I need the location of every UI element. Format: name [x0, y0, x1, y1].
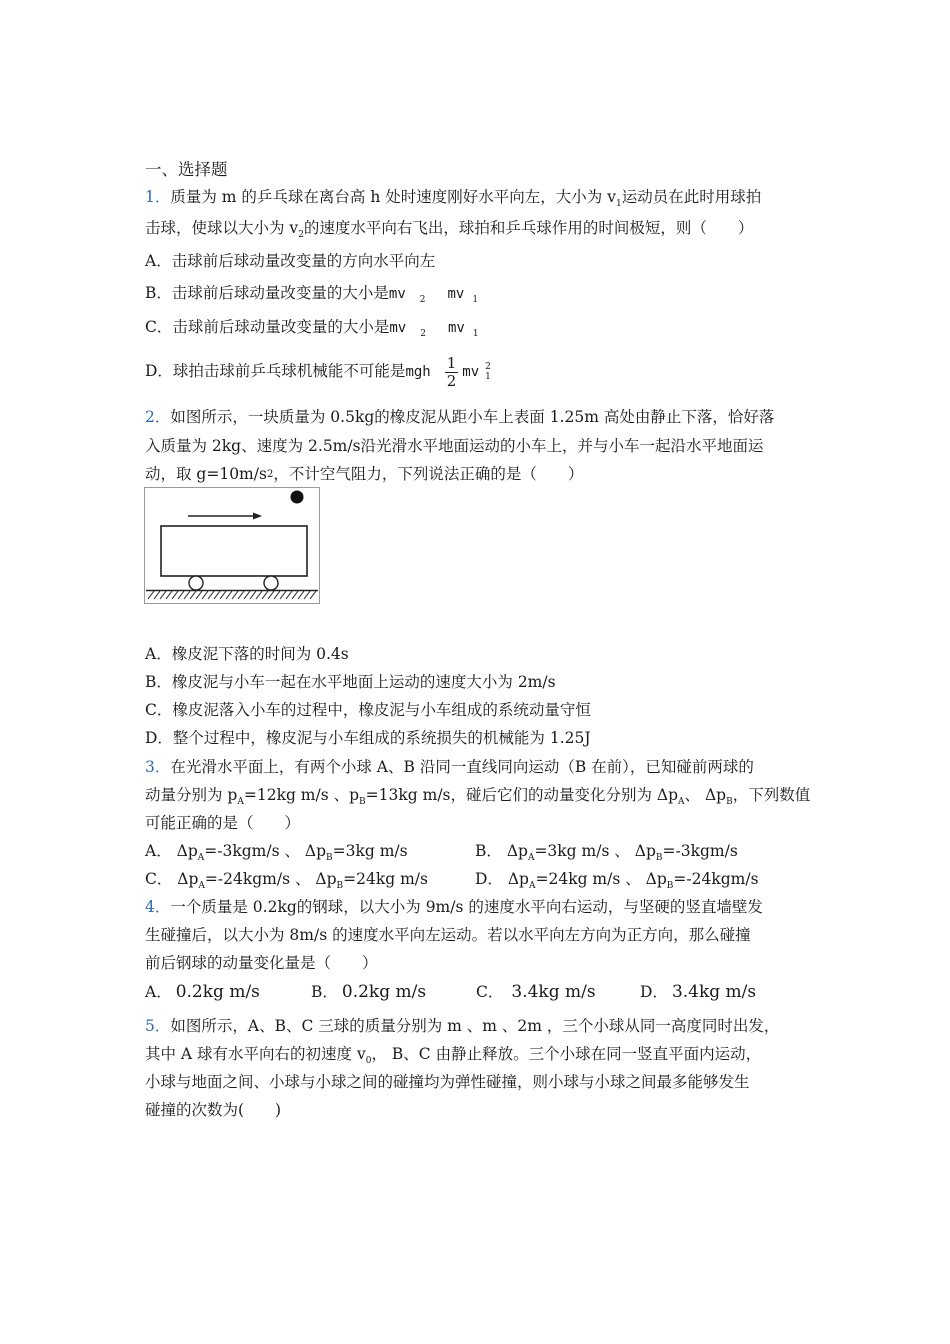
q2-option-b: B．橡皮泥与小车一起在水平地面上运动的速度大小为 2m/s [145, 673, 556, 691]
q5-number: 5． [145, 1017, 171, 1035]
q3-opt-text: =-24kgm/s [673, 870, 759, 888]
q1-option-a: A．击球前后球动量改变量的方向水平向左 [145, 252, 436, 270]
q4-option-d [640, 982, 756, 1002]
option-value: 0.2kg m/s [341, 982, 427, 1002]
q2-option-a: A．橡皮泥下落的时间为 0.4s [145, 645, 349, 663]
q3-text: =12kg m/s 、p [243, 786, 360, 804]
q4-option-a [145, 982, 260, 1002]
q5-text: 其中 A 球有水平向右的初速度 v [145, 1045, 366, 1063]
q3-text: 动量分别为 p [145, 786, 238, 804]
q3-sub: A [198, 881, 205, 891]
formula: mgh [405, 364, 431, 380]
q3-sub: A [527, 853, 535, 863]
q1-sub: 1 [615, 199, 622, 209]
q2-line-2: 入质量为 2kg、速度为 2.5m/s沿光滑水平地面运动的小车上，并与小车一起沿水平地面运 [145, 437, 764, 455]
putty-ball [291, 491, 304, 504]
q4-line-1 [145, 897, 763, 917]
q4-text: 一个质量是 0.2kg的钢球，以大小为 9m/s 的速度水平向右运动，与坚硬的竖直墙壁发 [170, 898, 763, 916]
q1-option-c [145, 317, 479, 344]
q3-line-3: 可能正确的是（ ） [145, 814, 301, 832]
q3-sub: A [678, 797, 685, 807]
q1-option-text: D．球拍击球前乒乓球机械能不可能是 [145, 362, 406, 380]
q2-sup: 2 [266, 469, 274, 480]
q3-sub: B [666, 881, 674, 891]
option-value: 3.4kg m/s [511, 982, 596, 1002]
q3-opt-text: =3kg m/s [332, 842, 408, 860]
option-label: C． [476, 983, 504, 1001]
arrow-head [253, 513, 262, 520]
formula: mv [447, 320, 465, 336]
option-value: 3.4kg m/s [671, 982, 757, 1002]
q3-text: 在光滑水平面上，有两个小球 A、B 沿同一直线同向运动（B 在前），已知碰前两球的 [170, 758, 754, 776]
q3-sub: A [237, 797, 244, 807]
q3-line-1 [145, 757, 754, 777]
q5-text: 如图所示，A、B、C 三球的质量分别为 m 、m 、2m ，三个小球从同一高度同时出发， [170, 1017, 780, 1035]
ground-hatching [148, 591, 316, 599]
q4-line-3: 前后钢球的动量变化量是（ ） [145, 954, 378, 972]
q1-line-1 [145, 187, 761, 214]
q3-opt-text: =24kg m/s [343, 870, 428, 888]
q5-text: ， B、C 由静止释放。三个小球在同一竖直平面内运动， [371, 1045, 762, 1063]
q4-option-c [476, 982, 596, 1002]
q3-option-a [145, 841, 408, 868]
q3-opt-text: =-3kgm/s [662, 842, 738, 860]
q1-sub: 2 [298, 230, 304, 240]
q5-line-2 [145, 1044, 761, 1071]
q3-option-d [475, 869, 759, 896]
q3-sub: B [655, 853, 663, 863]
q1-text: 质量为 m 的乒乓球在离台高 h 处时速度刚好水平向左，大小为 v [170, 188, 616, 206]
formula: mv [462, 364, 480, 380]
formula-sub: 2 [419, 295, 426, 305]
q3-opt-text: =-24kgm/s 、 Δp [204, 870, 337, 888]
q1-option-text: B．击球前后球动量改变量的大小是 [145, 284, 389, 302]
cart-wheel [264, 576, 278, 590]
q3-opt-text: =24kg m/s 、 Δp [535, 870, 667, 888]
q2-line-3 [145, 464, 583, 485]
q3-opt-text: =3kg m/s 、 Δp [534, 842, 656, 860]
cart-wheel [189, 576, 203, 590]
q3-opt-text: C． Δp [145, 870, 199, 888]
q3-sub: B [336, 881, 344, 891]
q3-sub: A [197, 853, 205, 863]
q3-opt-text: A． Δp [145, 842, 198, 860]
q3-text: 、 Δp [684, 786, 727, 804]
q3-text: ，下列数值 [732, 786, 811, 804]
q1-line-2 [145, 218, 753, 245]
formula-sup: 2 [485, 362, 491, 372]
q3-opt-text: B． Δp [475, 842, 528, 860]
q1-option-text: C．击球前后球动量改变量的大小是 [145, 318, 390, 336]
q5-line-3: 小球与地面之间、小球与小球之间的碰撞均为弹性碰撞，则小球与小球之间最多能够发生 [145, 1073, 750, 1091]
q3-option-c [145, 869, 428, 896]
q1-text: 的速度水平向右飞出，球拍和乒乓球作用的时间极短，则（ ） [303, 219, 754, 237]
formula: mv [447, 286, 465, 302]
q2-text: 如图所示，一块质量为 0.5kg的橡皮泥从距小车上表面 1.25m 高处由静止下落，恰好落 [170, 408, 775, 426]
formula: mv [389, 320, 407, 336]
q3-option-b [475, 841, 738, 868]
q4-line-2: 生碰撞后，以大小为 8m/s 的速度水平向左运动。若以水平向左方向为正方向，那么碰撞 [145, 926, 751, 944]
q4-option-b [311, 982, 426, 1002]
cart-body [161, 526, 307, 576]
fraction [445, 355, 459, 390]
q3-opt-text: D． Δp [475, 870, 529, 888]
q2-number: 2． [145, 408, 171, 426]
q2-text: 动，取 g=10m/s [145, 465, 267, 483]
fraction-numerator: 1 [446, 353, 457, 372]
option-label: D． [640, 983, 668, 1001]
q2-option-d: D．整个过程中，橡皮泥与小车组成的系统损失的机械能为 1.25J [145, 729, 591, 747]
q5-sub: 0 [365, 1056, 372, 1066]
section-title: 一、选择题 [145, 160, 228, 179]
q3-sub: A [528, 881, 536, 891]
q3-text: =13kg m/s，碰后它们的动量变化分别为 Δp [365, 786, 679, 804]
formula-sub: 1 [485, 372, 491, 382]
option-value: 0.2kg m/s [175, 982, 260, 1002]
q3-sub: B [726, 797, 733, 807]
option-label: B． [311, 983, 338, 1001]
q3-number: 3． [145, 758, 171, 776]
q2-option-c: C．橡皮泥落入小车的过程中，橡皮泥与小车组成的系统动量守恒 [145, 701, 591, 719]
q2-line-1 [145, 407, 774, 427]
formula-sub: 1 [472, 295, 479, 305]
q5-line-1 [145, 1016, 779, 1036]
q4-number: 4． [145, 898, 171, 916]
option-label: A． [145, 983, 172, 1001]
q3-sub: B [326, 853, 333, 863]
q1-text: 运动员在此时用球拍 [621, 188, 762, 206]
formula-sub: 1 [472, 329, 479, 339]
q1-text: 击球，使球以大小为 v [145, 219, 299, 237]
formula-scripts [485, 362, 491, 382]
fraction-denominator: 2 [446, 371, 457, 390]
q3-opt-text: =-3kgm/s 、 Δp [204, 842, 326, 860]
q1-number: 1． [145, 188, 171, 206]
q5-line-4: 碰撞的次数为( ) [145, 1101, 282, 1119]
formula: mv [388, 286, 406, 302]
cart-figure [144, 487, 320, 604]
q3-sub: B [359, 797, 366, 807]
q3-line-2 [145, 785, 810, 812]
q1-option-b [145, 283, 478, 310]
q1-option-d [145, 352, 491, 391]
q2-text: ，不计空气阻力，下列说法正确的是（ ） [273, 465, 584, 483]
formula-sub: 2 [420, 329, 426, 339]
